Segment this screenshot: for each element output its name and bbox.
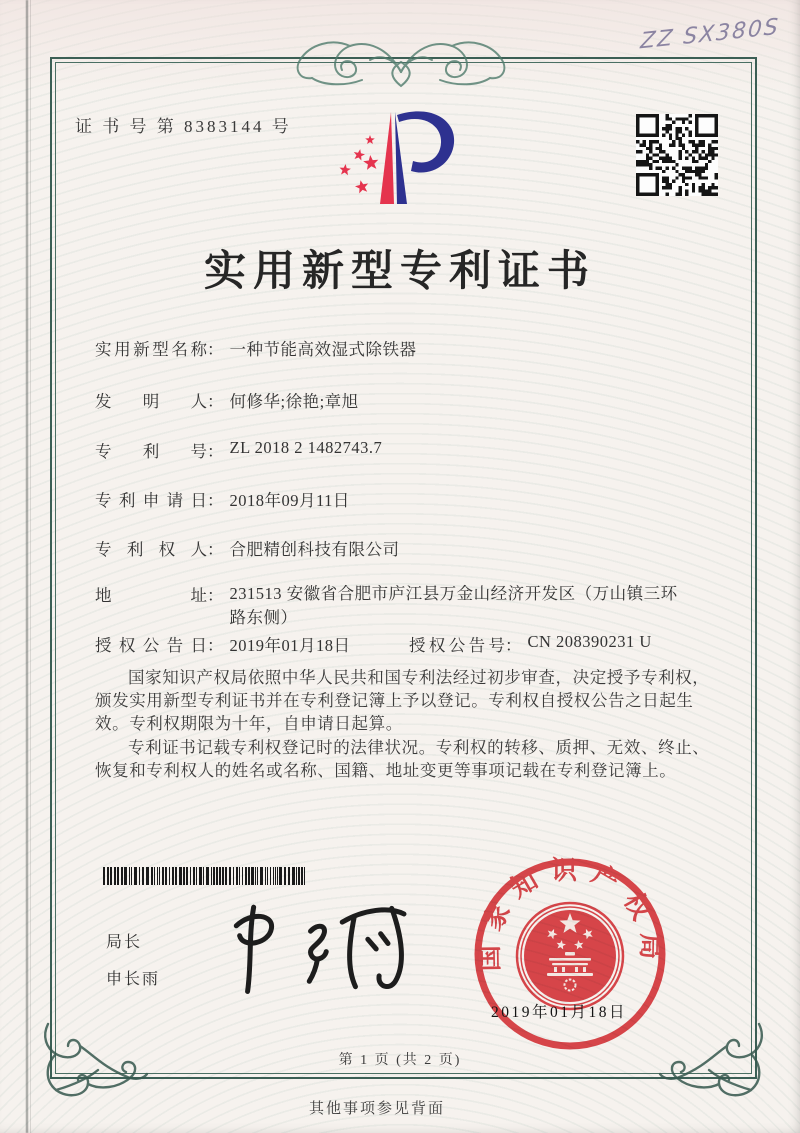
- grant-number-pair: [409, 632, 652, 656]
- field-label: 授权公告日: [95, 636, 207, 655]
- certificate-title: 实用新型专利证书: [203, 249, 596, 295]
- field-label: 实用新型名称: [95, 340, 207, 359]
- field-colon: ：: [505, 636, 522, 655]
- barcode-icon: [103, 867, 307, 885]
- qr-code-icon: [636, 114, 718, 196]
- handwritten-annotation: ZZ SX380S: [639, 14, 781, 55]
- field-value: 合肥精创科技有限公司: [229, 540, 400, 559]
- page-number: 第 1 页 (共 2 页): [338, 1053, 462, 1068]
- seal-ring-text: 国家知识产权局: [474, 856, 666, 972]
- national-emblem: [517, 903, 623, 1009]
- field-colon: ：: [207, 392, 224, 411]
- back-note: 其他事项参见背面: [308, 1101, 445, 1117]
- field-colon: ：: [207, 540, 224, 559]
- signatory-title: 局长: [106, 934, 143, 951]
- field-label: 专利权人: [95, 540, 207, 559]
- seal-date: 2019年01月18日: [491, 1004, 628, 1021]
- field-label: 地址: [95, 586, 207, 605]
- field-value: 2019年01月18日: [229, 636, 351, 655]
- field-row-filing-date: [95, 487, 720, 511]
- field-row-patent-no: [95, 438, 720, 462]
- cnipa-patent-logo-icon: [333, 106, 463, 218]
- field-colon: ：: [207, 636, 224, 655]
- field-value: 一种节能高效湿式除铁器: [229, 340, 417, 359]
- paragraph-1: 国家知识产权局依照中华人民共和国专利法经过初步审查，决定授予专利权，颁发实用新型专利证书并在专利登记簿上予以登记。专利权自授权公告之日起生效。专利权期限为十年，自申请日起算。: [95, 668, 710, 734]
- certificate-number: 证 书 号 第 8383144 号: [75, 117, 292, 136]
- field-label: 授权公告号: [409, 636, 505, 655]
- field-value: 何修华;徐艳;章旭: [229, 392, 359, 411]
- scan-edge-shadow-2: [30, 0, 31, 1133]
- field-value: CN 208390231 U: [527, 632, 652, 651]
- field-label: 专利号: [95, 442, 207, 461]
- scan-edge-shadow: [26, 0, 28, 1133]
- field-colon: ：: [207, 586, 224, 605]
- signatory-name: 申长雨: [106, 971, 161, 988]
- field-colon: ：: [207, 491, 224, 510]
- field-row-grant: [95, 632, 720, 656]
- legal-paragraphs: [95, 666, 710, 782]
- field-label: 发明人: [95, 392, 207, 411]
- field-row-inventor: [95, 388, 720, 412]
- field-row-name: [95, 336, 720, 360]
- official-seal-icon: [470, 854, 670, 1054]
- field-label: 专利申请日: [95, 491, 207, 510]
- field-colon: ：: [207, 442, 224, 461]
- signatory-block: [106, 929, 160, 989]
- paragraph-2: 专利证书记载专利权登记时的法律状况。专利权的转移、质押、无效、终止、恢复和专利权人的姓名或名称、国籍、地址变更等事项记载在专利登记簿上。: [95, 737, 710, 780]
- signature-handwriting-icon: [225, 893, 410, 998]
- field-value: 2018年09月11日: [229, 491, 350, 510]
- field-value: ZL 2018 2 1482743.7: [229, 438, 383, 457]
- field-row-address: [95, 582, 720, 629]
- field-row-patentee: [95, 536, 720, 560]
- field-colon: ：: [207, 340, 224, 359]
- field-value: 231513 安徽省合肥市庐江县万金山经济开发区（万山镇三环路东侧）: [229, 584, 678, 627]
